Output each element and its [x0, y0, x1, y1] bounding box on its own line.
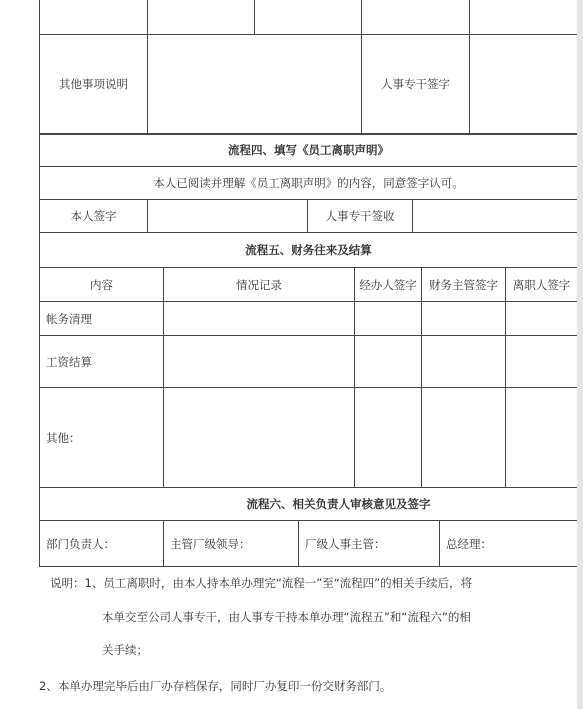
other-matters-row	[40, 34, 578, 134]
note-line-2: 本单交至公司人事专干，由人事专干持本单办理“流程五”和“流程六”的相	[102, 610, 471, 624]
note-line-1: 说明：1、员工离职时，由本人持本单办理完“流程一”至“流程四”的相关手续后，将	[50, 576, 473, 590]
row-label-other: 其他：	[40, 388, 164, 488]
row-label-accounts: 帐务清理	[40, 302, 164, 336]
leaver-sign-field[interactable]	[506, 336, 578, 388]
note-line-3: 关手续；	[102, 643, 148, 657]
handler-sign-field[interactable]	[355, 388, 422, 488]
section-5-table	[39, 232, 578, 488]
leaver-sign-field[interactable]	[506, 388, 578, 488]
section-3-table	[39, 0, 578, 135]
table-row	[40, 336, 578, 388]
record-field[interactable]	[164, 302, 355, 336]
dept-head-field[interactable]: 部门负责人：	[40, 521, 164, 567]
header-content: 内容	[40, 268, 164, 302]
hr-receive-field[interactable]	[413, 200, 578, 233]
finance-sign-field[interactable]	[422, 336, 506, 388]
note-line-4: 2、本单办理完毕后由厂办存档保存，同时厂办复印一份交财务部门。	[39, 679, 392, 693]
finance-sign-field[interactable]	[422, 388, 506, 488]
cell-empty	[470, 0, 578, 34]
section-5-title: 流程五、财务往来及结算	[40, 233, 578, 268]
hr-sign-label: 人事专干签字	[362, 34, 470, 134]
cell-empty	[148, 0, 255, 34]
supervisor-field[interactable]: 主管厂级领导：	[164, 521, 299, 567]
section-6-title: 流程六、相关负责人审核意见及签字	[40, 488, 578, 521]
self-sign-field[interactable]	[148, 200, 308, 233]
record-field[interactable]	[164, 336, 355, 388]
handler-sign-field[interactable]	[355, 336, 422, 388]
top-partial-row	[40, 0, 578, 34]
table-row	[40, 388, 578, 488]
other-matters-field[interactable]	[148, 34, 362, 134]
other-matters-label: 其他事项说明	[40, 34, 148, 134]
section-6-table	[39, 487, 578, 567]
row-label-salary: 工资结算	[40, 336, 164, 388]
self-sign-label: 本人签字	[40, 200, 148, 233]
cell-empty	[40, 0, 148, 34]
hr-sign-field[interactable]	[470, 34, 578, 134]
section-4-title: 流程四、填写《员工离职声明》	[40, 134, 578, 167]
cell-empty	[255, 0, 362, 34]
factory-hr-field[interactable]: 厂级人事主管：	[299, 521, 440, 567]
handler-sign-field[interactable]	[355, 302, 422, 336]
page-edge	[577, 0, 583, 709]
statement-text: 本人已阅读并理解《员工离职声明》的内容，同意签字认可。	[40, 167, 578, 200]
finance-sign-field[interactable]	[422, 302, 506, 336]
header-finance-sign: 财务主管签字	[422, 268, 506, 302]
table-row	[40, 302, 578, 336]
gm-field[interactable]: 总经理：	[440, 521, 578, 567]
header-record: 情况记录	[164, 268, 355, 302]
leaver-sign-field[interactable]	[506, 302, 578, 336]
cell-empty	[362, 0, 470, 34]
header-handler-sign: 经办人签字	[355, 268, 422, 302]
section-4-table	[39, 133, 578, 233]
section-5-header-row	[40, 268, 578, 302]
record-field[interactable]	[164, 388, 355, 488]
hr-receive-label: 人事专干签收	[308, 200, 413, 233]
header-leaver-sign: 离职人签字	[506, 268, 578, 302]
